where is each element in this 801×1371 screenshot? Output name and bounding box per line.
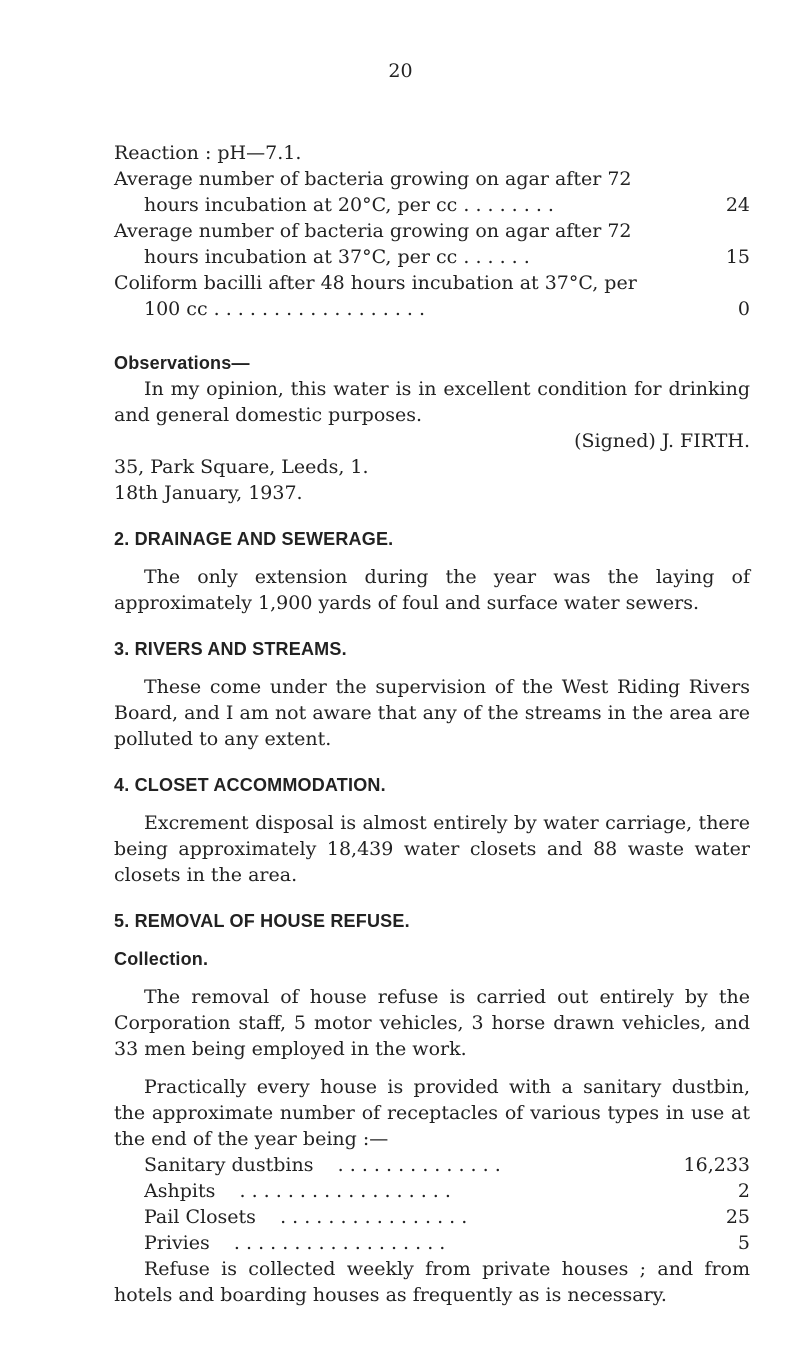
observations-text: In my opinion, this water is in excellent condition for drinking and general domestic purposes. [114, 378, 750, 426]
leader-dots: . . . . . . . . . . . . . . . . . . [239, 1180, 451, 1202]
page-number: 20 [388, 60, 413, 82]
reaction-line: Reaction : pH—7.1. [114, 142, 302, 164]
rivers-heading: 3. RIVERS AND STREAMS. [114, 639, 347, 659]
drainage-text: The only extension during the year was the laying of approximately 1,900 yards of foul and surface water sewers. [114, 566, 750, 614]
receptacle-value: 16,233 [683, 1154, 750, 1176]
receptacle-label: Privies [144, 1232, 210, 1254]
lab-result-value: 0 [737, 298, 750, 320]
lab-result-value: 24 [725, 194, 750, 216]
refuse-text-3: Refuse is collected weekly from private houses ; and from hotels and boarding houses as frequently as is necessary. [114, 1258, 750, 1306]
list-item [144, 1178, 750, 1204]
refuse-text-1: The removal of house refuse is carried out entirely by the Corporation staff, 5 motor vehicles, 3 horse drawn vehicles, and 33 men being employed in the work. [114, 986, 750, 1060]
rivers-text: These come under the supervision of the West Riding Rivers Board, and I am not aware that any of the streams in the area are polluted to any extent. [114, 676, 750, 750]
lab-result-value: 15 [725, 246, 750, 268]
receptacle-label: Sanitary dustbins [144, 1154, 314, 1176]
refuse-heading: 5. REMOVAL OF HOUSE REFUSE. [114, 911, 410, 931]
lab-result-line1: Average number of bacteria growing on agar after 72 [114, 168, 632, 190]
receptacle-label: Pail Closets [144, 1206, 256, 1228]
lab-result-item [114, 270, 750, 322]
address: 35, Park Square, Leeds, 1. [114, 456, 369, 478]
lab-result-item [114, 166, 750, 218]
signature: (Signed) J. FIRTH. [574, 430, 750, 452]
date: 18th January, 1937. [114, 482, 303, 504]
closet-heading: 4. CLOSET ACCOMMODATION. [114, 775, 386, 795]
lab-result-line2: hours incubation at 20°C, per cc . . . . . . . . [144, 194, 554, 216]
receptacle-value: 25 [725, 1206, 750, 1228]
leader-dots: . . . . . . . . . . . . . . [337, 1154, 501, 1176]
list-item [144, 1204, 750, 1230]
receptacle-value: 2 [737, 1180, 750, 1202]
observations-heading: Observations— [114, 353, 250, 373]
leader-dots: . . . . . . . . . . . . . . . . [280, 1206, 468, 1228]
lab-result-item [114, 218, 750, 270]
list-item [144, 1152, 750, 1178]
leader-dots: . . . . . . . . . . . . . . . . . . [233, 1232, 446, 1254]
list-item [144, 1230, 750, 1256]
closet-text: Excrement disposal is almost entirely by water carriage, there being approximately 18,439 water closets and 88 waste water closets in the area. [114, 812, 750, 886]
receptacle-list [114, 1152, 750, 1256]
receptacle-label: Ashpits [144, 1180, 216, 1202]
lab-result-line1: Coliform bacilli after 48 hours incubation at 37°C, per [114, 272, 637, 294]
drainage-heading: 2. DRAINAGE AND SEWERAGE. [114, 529, 394, 549]
lab-result-line2: hours incubation at 37°C, per cc . . . . . . [144, 246, 530, 268]
collection-subheading: Collection. [114, 949, 209, 969]
lab-result-line1: Average number of bacteria growing on agar after 72 [114, 220, 632, 242]
page-content [114, 140, 750, 1308]
refuse-text-2: Practically every house is provided with a sanitary dustbin, the approximate number of receptacles of various types in use at the end of the year being :— [114, 1076, 750, 1150]
receptacle-value: 5 [737, 1232, 750, 1254]
lab-result-line2: 100 cc . . . . . . . . . . . . . . . . . . [144, 298, 426, 320]
